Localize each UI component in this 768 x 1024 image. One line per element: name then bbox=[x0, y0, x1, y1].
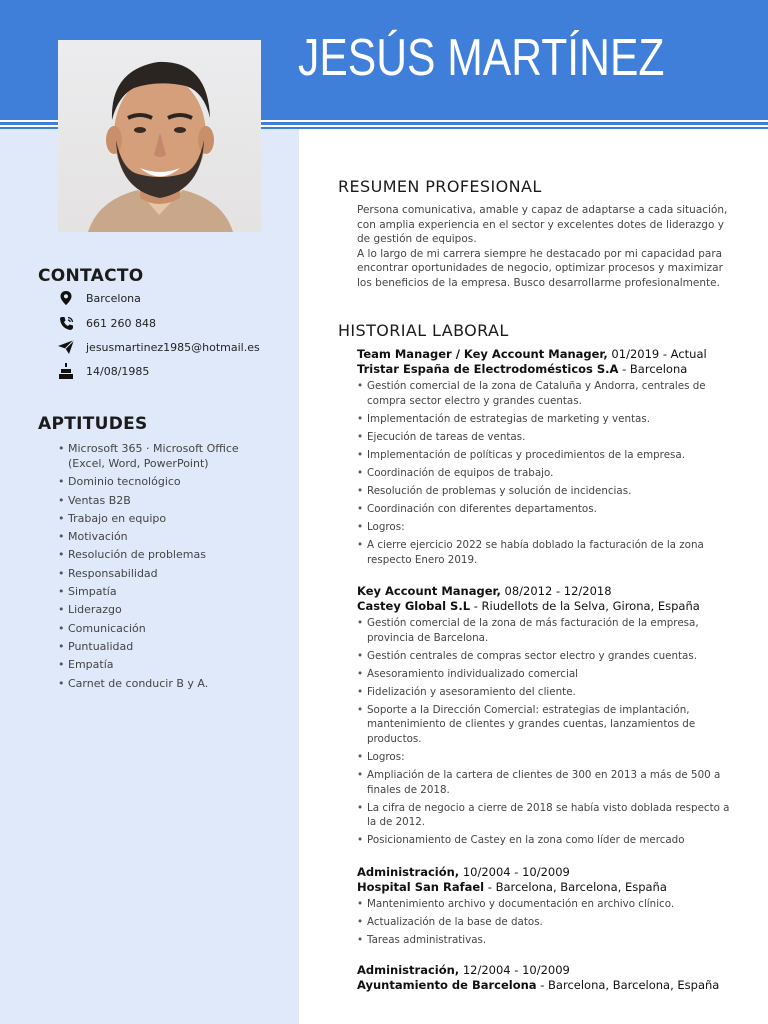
list-item: • Logros: bbox=[357, 750, 732, 765]
contact-heading: CONTACTO bbox=[38, 266, 144, 286]
location-text: Barcelona bbox=[86, 291, 141, 305]
job-bullets bbox=[357, 897, 732, 948]
email-text: jesusmartinez1985@hotmail.es bbox=[86, 340, 260, 354]
job-company: Ayuntamiento de Barcelona bbox=[357, 978, 537, 992]
contact-location bbox=[56, 289, 141, 307]
job-title-line bbox=[357, 865, 732, 880]
summary-paragraph-2: A lo largo de mi carrera siempre he destacado por mi capacidad para encontrar oportunidades de negocio, optimizar procesos y maximizar los beneficios de la empresa. Busco desarrollarme profesionalmente. bbox=[357, 247, 723, 289]
job-title: Administración, bbox=[357, 865, 460, 879]
list-item: • Logros: bbox=[357, 520, 732, 535]
job-company-line bbox=[357, 599, 732, 614]
list-item: • Ejecución de tareas de ventas. bbox=[357, 430, 732, 445]
location-pin-icon bbox=[56, 289, 76, 307]
job-title-line bbox=[357, 963, 732, 978]
list-item: • Microsoft 365 · Microsoft Office (Excel, Word, PowerPoint) bbox=[58, 441, 273, 471]
job-entry bbox=[357, 584, 732, 851]
list-item: • Resolución de problemas y solución de incidencias. bbox=[357, 484, 732, 499]
job-company: Castey Global S.L bbox=[357, 599, 471, 613]
list-item: • Implementación de estrategias de marketing y ventas. bbox=[357, 412, 732, 427]
job-company: Tristar España de Electrodomésticos S.A bbox=[357, 362, 619, 376]
history-heading: HISTORIAL LABORAL bbox=[338, 321, 509, 340]
list-item: • Tareas administrativas. bbox=[357, 933, 732, 948]
job-location: - Barcelona, Barcelona, España bbox=[536, 978, 720, 992]
list-item: • Gestión comercial de la zona de Cataluña y Andorra, centrales de compra sector electro y grandes cuentas. bbox=[357, 379, 732, 408]
list-item: • Simpatía bbox=[58, 584, 273, 599]
summary-text bbox=[357, 203, 729, 290]
candidate-name: JESÚS MARTÍNEZ bbox=[298, 29, 665, 87]
job-company-line bbox=[357, 978, 732, 993]
contact-email bbox=[56, 338, 260, 356]
job-location: - Barcelona, Barcelona, España bbox=[484, 880, 667, 894]
list-item: • Implementación de políticas y procedimientos de la empresa. bbox=[357, 448, 732, 463]
list-item: • La cifra de negocio a cierre de 2018 se había visto doblada respecto a la de 2012. bbox=[357, 801, 732, 830]
birthdate-text: 14/08/1985 bbox=[86, 364, 150, 378]
summary-paragraph-1: Persona comunicativa, amable y capaz de adaptarse a cada situación, con amplia experiencia en el sector y excelentes dotes de liderazgo y de gestión de equipos. bbox=[357, 204, 728, 245]
job-company-line bbox=[357, 880, 732, 895]
list-item: • Ventas B2B bbox=[58, 493, 273, 508]
list-item: • Ampliación de la cartera de clientes de 300 en 2013 a más de 500 a finales de 2018. bbox=[357, 768, 732, 797]
list-item: • Resolución de problemas bbox=[58, 547, 273, 562]
list-item: • Soporte a la Dirección Comercial: estrategias de implantación, mantenimiento de clientes y grandes cuentas, lanzamientos de productos. bbox=[357, 703, 732, 747]
job-entry bbox=[357, 963, 732, 993]
job-bullets bbox=[357, 379, 732, 567]
list-item: • Responsabilidad bbox=[58, 566, 273, 581]
job-title: Team Manager / Key Account Manager, bbox=[357, 347, 608, 361]
list-item: • Gestión centrales de compras sector electro y grandes cuentas. bbox=[357, 649, 732, 664]
list-item: • Trabajo en equipo bbox=[58, 511, 273, 526]
list-item: • Liderazgo bbox=[58, 602, 273, 617]
job-dates: 01/2019 - Actual bbox=[607, 347, 707, 361]
skills-list bbox=[58, 441, 273, 694]
contact-phone bbox=[56, 314, 156, 332]
list-item: • Coordinación con diferentes departamentos. bbox=[357, 502, 732, 517]
phone-icon bbox=[56, 314, 76, 332]
job-title: Administración, bbox=[357, 963, 460, 977]
job-bullets bbox=[357, 616, 732, 848]
list-item: • Dominio tecnológico bbox=[58, 474, 273, 489]
list-item: • Mantenimiento archivo y documentación en archivo clínico. bbox=[357, 897, 732, 912]
contact-birthdate bbox=[56, 362, 149, 380]
job-title-line bbox=[357, 584, 732, 599]
profile-photo bbox=[58, 40, 261, 232]
job-location: - Barcelona bbox=[618, 362, 688, 376]
job-title: Key Account Manager, bbox=[357, 584, 501, 598]
job-company-line bbox=[357, 362, 732, 377]
list-item: • Gestión comercial de la zona de más facturación de la empresa, provincia de Barcelona. bbox=[357, 616, 732, 645]
list-item: • Motivación bbox=[58, 529, 273, 544]
job-location: - Riudellots de la Selva, Girona, España bbox=[470, 599, 700, 613]
list-item: • Actualización de la base de datos. bbox=[357, 915, 732, 930]
job-dates: 12/2004 - 10/2009 bbox=[459, 963, 570, 977]
summary-heading: RESUMEN PROFESIONAL bbox=[338, 177, 542, 196]
list-item: • Posicionamiento de Castey en la zona como líder de mercado bbox=[357, 833, 732, 848]
list-item: • Carnet de conducir B y A. bbox=[58, 676, 273, 691]
list-item: • Coordinación de equipos de trabajo. bbox=[357, 466, 732, 481]
job-company: Hospital San Rafael bbox=[357, 880, 485, 894]
job-entry bbox=[357, 347, 732, 571]
list-item: • Empatía bbox=[58, 657, 273, 672]
job-title-line bbox=[357, 347, 732, 362]
paper-plane-icon bbox=[56, 338, 76, 356]
skills-heading: APTITUDES bbox=[38, 414, 148, 434]
job-dates: 10/2004 - 10/2009 bbox=[459, 865, 570, 879]
list-item: • A cierre ejercicio 2022 se había doblado la facturación de la zona respecto Enero 2019. bbox=[357, 538, 732, 567]
phone-text: 661 260 848 bbox=[86, 316, 156, 330]
birthday-cake-icon bbox=[56, 362, 76, 380]
list-item: • Comunicación bbox=[58, 621, 273, 636]
list-item: • Fidelización y asesoramiento del cliente. bbox=[357, 685, 732, 700]
job-entry bbox=[357, 865, 732, 951]
job-dates: 08/2012 - 12/2018 bbox=[500, 584, 612, 598]
list-item: • Puntualidad bbox=[58, 639, 273, 654]
list-item: • Asesoramiento individualizado comercial bbox=[357, 667, 732, 682]
